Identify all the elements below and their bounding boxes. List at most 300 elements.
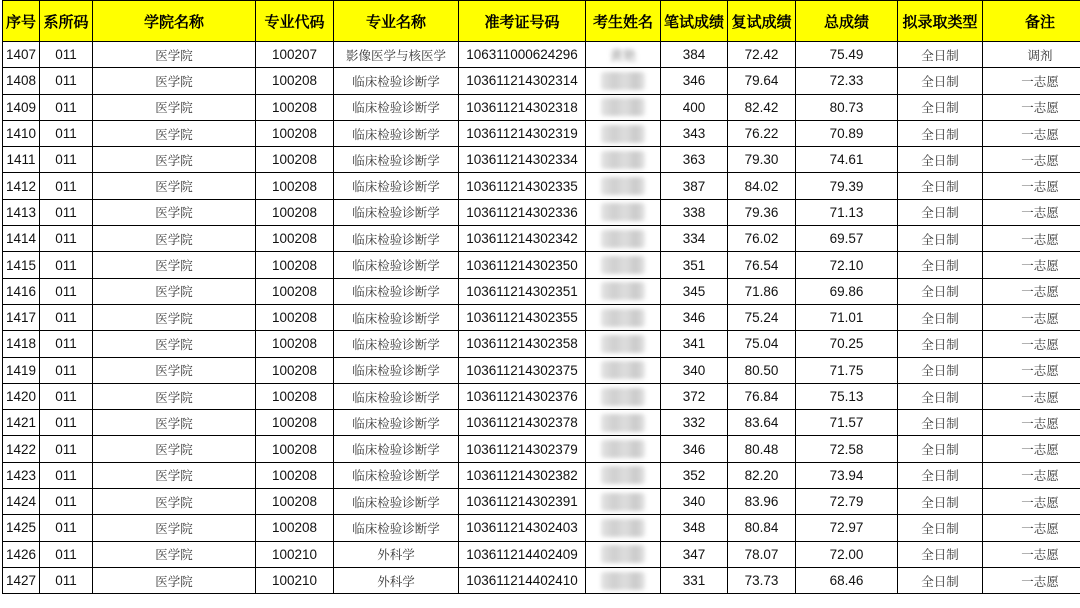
cell-college: 医学院 [93,42,256,68]
redacted-name-blur [601,572,645,590]
cell-college: 医学院 [93,331,256,357]
cell-written: 363 [661,147,728,173]
cell-remark: 一志愿 [983,383,1080,409]
cell-name [586,304,661,330]
cell-type: 全日制 [898,147,983,173]
cell-interview: 76.54 [728,252,796,278]
cell-remark: 一志愿 [983,567,1080,593]
cell-type: 全日制 [898,357,983,383]
cell-seq: 1419 [3,357,40,383]
admission-list [2,0,1080,594]
cell-exam-id: 103611214302382 [459,462,586,488]
cell-type: 全日制 [898,199,983,225]
cell-major-code: 100208 [256,68,334,94]
cell-exam-id: 103611214302403 [459,515,586,541]
cell-dept-code: 011 [40,515,93,541]
cell-remark: 一志愿 [983,304,1080,330]
table-row [3,94,1080,120]
cell-seq: 1409 [3,94,40,120]
cell-interview: 72.42 [728,42,796,68]
cell-total: 74.61 [796,147,898,173]
cell-major: 临床检验诊断学 [334,383,459,409]
cell-major-code: 100208 [256,357,334,383]
redacted-name-blur [601,545,645,563]
table-row [3,42,1080,68]
redacted-name-blur [601,125,645,143]
cell-written: 351 [661,252,728,278]
cell-dept-code: 011 [40,42,93,68]
redacted-name-blur [601,414,645,432]
table-row [3,436,1080,462]
cell-name [586,489,661,515]
table-row [3,567,1080,593]
cell-exam-id: 103611214302334 [459,147,586,173]
cell-major-code: 100207 [256,42,334,68]
redacted-name-blur [601,151,645,169]
table-row [3,252,1080,278]
cell-written: 332 [661,410,728,436]
cell-college: 医学院 [93,94,256,120]
cell-written: 352 [661,462,728,488]
cell-major: 临床检验诊断学 [334,120,459,146]
cell-type: 全日制 [898,252,983,278]
cell-written: 340 [661,357,728,383]
cell-major: 临床检验诊断学 [334,304,459,330]
cell-written: 340 [661,489,728,515]
cell-college: 医学院 [93,278,256,304]
cell-written: 346 [661,436,728,462]
cell-remark: 一志愿 [983,147,1080,173]
cell-remark: 一志愿 [983,199,1080,225]
cell-interview: 73.73 [728,567,796,593]
table-row [3,226,1080,252]
table-row [3,462,1080,488]
redacted-name-blur [601,388,645,406]
cell-seq: 1417 [3,304,40,330]
cell-seq: 1426 [3,541,40,567]
cell-total: 72.97 [796,515,898,541]
header-interview: 复试成绩 [728,1,796,42]
cell-interview: 80.48 [728,436,796,462]
redacted-name-blur [601,282,645,300]
cell-remark: 一志愿 [983,173,1080,199]
cell-written: 331 [661,567,728,593]
cell-college: 医学院 [93,252,256,278]
cell-interview: 71.86 [728,278,796,304]
cell-interview: 79.30 [728,147,796,173]
cell-college: 医学院 [93,410,256,436]
cell-type: 全日制 [898,410,983,436]
cell-major: 临床检验诊断学 [334,278,459,304]
table-row [3,120,1080,146]
cell-seq: 1421 [3,410,40,436]
cell-interview: 75.04 [728,331,796,357]
cell-remark: 调剂 [983,42,1080,68]
cell-total: 72.58 [796,436,898,462]
cell-written: 372 [661,383,728,409]
header-name: 考生姓名 [586,1,661,42]
cell-interview: 76.02 [728,226,796,252]
cell-major: 临床检验诊断学 [334,199,459,225]
cell-major: 临床检验诊断学 [334,436,459,462]
cell-major-code: 100208 [256,331,334,357]
cell-written: 343 [661,120,728,146]
cell-major: 临床检验诊断学 [334,252,459,278]
cell-major-code: 100208 [256,173,334,199]
header-dept-code: 系所码 [40,1,93,42]
cell-major: 影像医学与核医学 [334,42,459,68]
cell-total: 71.75 [796,357,898,383]
cell-exam-id: 106311000624296 [459,42,586,68]
cell-college: 医学院 [93,515,256,541]
cell-seq: 1411 [3,147,40,173]
cell-interview: 79.64 [728,68,796,94]
cell-name [586,462,661,488]
cell-remark: 一志愿 [983,278,1080,304]
cell-dept-code: 011 [40,199,93,225]
cell-remark: 一志愿 [983,515,1080,541]
cell-seq: 1422 [3,436,40,462]
table-row [3,331,1080,357]
cell-dept-code: 011 [40,541,93,567]
cell-college: 医学院 [93,541,256,567]
cell-name [586,357,661,383]
cell-exam-id: 103611214302351 [459,278,586,304]
header-written: 笔试成绩 [661,1,728,42]
cell-interview: 76.84 [728,383,796,409]
cell-written: 346 [661,68,728,94]
cell-exam-id: 103611214302318 [459,94,586,120]
cell-seq: 1414 [3,226,40,252]
table-row [3,515,1080,541]
cell-major-code: 100208 [256,120,334,146]
cell-seq: 1418 [3,331,40,357]
header-row [3,1,1080,42]
cell-type: 全日制 [898,304,983,330]
cell-college: 医学院 [93,173,256,199]
cell-total: 69.57 [796,226,898,252]
cell-major-code: 100208 [256,462,334,488]
cell-name [586,120,661,146]
cell-exam-id: 103611214302319 [459,120,586,146]
header-total: 总成绩 [796,1,898,42]
cell-interview: 83.96 [728,489,796,515]
cell-remark: 一志愿 [983,252,1080,278]
cell-exam-id: 103611214302379 [459,436,586,462]
table-row [3,383,1080,409]
table-row [3,410,1080,436]
cell-exam-id: 103611214302375 [459,357,586,383]
cell-major: 临床检验诊断学 [334,462,459,488]
cell-written: 384 [661,42,728,68]
cell-major: 临床检验诊断学 [334,173,459,199]
cell-college: 医学院 [93,147,256,173]
cell-seq: 1416 [3,278,40,304]
cell-seq: 1407 [3,42,40,68]
cell-college: 医学院 [93,462,256,488]
cell-name [586,147,661,173]
cell-seq: 1408 [3,68,40,94]
cell-interview: 75.24 [728,304,796,330]
header-remark: 备注 [983,1,1080,42]
cell-major: 临床检验诊断学 [334,331,459,357]
cell-name [586,331,661,357]
table-row [3,304,1080,330]
cell-type: 全日制 [898,489,983,515]
redacted-name-blur [601,466,645,484]
cell-type: 全日制 [898,173,983,199]
cell-name [586,541,661,567]
cell-total: 79.39 [796,173,898,199]
cell-remark: 一志愿 [983,120,1080,146]
admission-table [2,0,1080,594]
header-major-code: 专业代码 [256,1,334,42]
cell-exam-id: 103611214302391 [459,489,586,515]
cell-interview: 82.20 [728,462,796,488]
cell-interview: 84.02 [728,173,796,199]
cell-name [586,68,661,94]
cell-exam-id: 103611214302376 [459,383,586,409]
cell-interview: 79.36 [728,199,796,225]
cell-major: 临床检验诊断学 [334,489,459,515]
cell-dept-code: 011 [40,383,93,409]
cell-total: 68.46 [796,567,898,593]
cell-major-code: 100208 [256,436,334,462]
redacted-name: 黄艳 [609,49,636,65]
cell-total: 72.00 [796,541,898,567]
cell-exam-id: 103611214302358 [459,331,586,357]
cell-remark: 一志愿 [983,462,1080,488]
cell-dept-code: 011 [40,331,93,357]
cell-major-code: 100208 [256,199,334,225]
cell-name [586,173,661,199]
cell-major: 外科学 [334,567,459,593]
cell-type: 全日制 [898,541,983,567]
cell-written: 348 [661,515,728,541]
cell-total: 71.13 [796,199,898,225]
redacted-name-blur [601,203,645,221]
cell-dept-code: 011 [40,147,93,173]
cell-written: 387 [661,173,728,199]
cell-college: 医学院 [93,567,256,593]
cell-name [586,436,661,462]
redacted-name-blur [601,309,645,327]
cell-exam-id: 103611214302342 [459,226,586,252]
cell-seq: 1413 [3,199,40,225]
header-type: 拟录取类型 [898,1,983,42]
table-row [3,541,1080,567]
cell-written: 338 [661,199,728,225]
table-row [3,357,1080,383]
cell-written: 347 [661,541,728,567]
redacted-name-blur [601,361,645,379]
cell-dept-code: 011 [40,68,93,94]
cell-major: 临床检验诊断学 [334,515,459,541]
cell-name [586,278,661,304]
cell-remark: 一志愿 [983,331,1080,357]
cell-name [586,94,661,120]
cell-remark: 一志愿 [983,226,1080,252]
table-row [3,68,1080,94]
cell-name [586,199,661,225]
cell-interview: 83.64 [728,410,796,436]
cell-type: 全日制 [898,278,983,304]
cell-interview: 80.84 [728,515,796,541]
cell-seq: 1427 [3,567,40,593]
cell-total: 71.57 [796,410,898,436]
cell-type: 全日制 [898,383,983,409]
cell-remark: 一志愿 [983,68,1080,94]
cell-interview: 82.42 [728,94,796,120]
redacted-name-blur [601,256,645,274]
cell-written: 334 [661,226,728,252]
redacted-name-blur [601,72,645,90]
cell-exam-id: 103611214302350 [459,252,586,278]
cell-type: 全日制 [898,515,983,541]
table-row [3,147,1080,173]
cell-college: 医学院 [93,199,256,225]
cell-seq: 1410 [3,120,40,146]
cell-major: 临床检验诊断学 [334,226,459,252]
cell-major-code: 100208 [256,304,334,330]
cell-total: 75.13 [796,383,898,409]
cell-written: 341 [661,331,728,357]
cell-interview: 78.07 [728,541,796,567]
cell-written: 345 [661,278,728,304]
cell-dept-code: 011 [40,94,93,120]
cell-total: 75.49 [796,42,898,68]
cell-seq: 1424 [3,489,40,515]
cell-name [586,226,661,252]
cell-exam-id: 103611214402410 [459,567,586,593]
table-row [3,173,1080,199]
cell-exam-id: 103611214302355 [459,304,586,330]
cell-type: 全日制 [898,331,983,357]
cell-type: 全日制 [898,226,983,252]
cell-major-code: 100208 [256,94,334,120]
cell-remark: 一志愿 [983,94,1080,120]
cell-name [586,383,661,409]
cell-dept-code: 011 [40,357,93,383]
cell-dept-code: 011 [40,304,93,330]
cell-exam-id: 103611214302378 [459,410,586,436]
cell-written: 346 [661,304,728,330]
cell-college: 医学院 [93,436,256,462]
cell-seq: 1423 [3,462,40,488]
cell-dept-code: 011 [40,567,93,593]
cell-dept-code: 011 [40,410,93,436]
cell-total: 70.89 [796,120,898,146]
cell-total: 70.25 [796,331,898,357]
cell-total: 71.01 [796,304,898,330]
cell-major: 外科学 [334,541,459,567]
cell-name [586,42,661,68]
cell-exam-id: 103611214302314 [459,68,586,94]
cell-major-code: 100208 [256,278,334,304]
cell-seq: 1420 [3,383,40,409]
redacted-name-blur [601,519,645,537]
cell-type: 全日制 [898,68,983,94]
cell-type: 全日制 [898,462,983,488]
redacted-name-blur [601,177,645,195]
table-row [3,278,1080,304]
cell-major-code: 100208 [256,252,334,278]
cell-major-code: 100208 [256,383,334,409]
cell-dept-code: 011 [40,489,93,515]
cell-college: 医学院 [93,304,256,330]
cell-major-code: 100208 [256,410,334,436]
cell-remark: 一志愿 [983,357,1080,383]
redacted-name-blur [601,335,645,353]
table-row [3,489,1080,515]
cell-name [586,252,661,278]
cell-total: 72.10 [796,252,898,278]
cell-type: 全日制 [898,94,983,120]
cell-written: 400 [661,94,728,120]
cell-dept-code: 011 [40,252,93,278]
cell-name [586,410,661,436]
redacted-name-blur [601,493,645,511]
cell-dept-code: 011 [40,462,93,488]
cell-total: 72.79 [796,489,898,515]
header-exam-id: 准考证号码 [459,1,586,42]
cell-major: 临床检验诊断学 [334,410,459,436]
cell-exam-id: 103611214302335 [459,173,586,199]
cell-dept-code: 011 [40,436,93,462]
cell-remark: 一志愿 [983,541,1080,567]
cell-exam-id: 103611214402409 [459,541,586,567]
cell-type: 全日制 [898,120,983,146]
cell-total: 73.94 [796,462,898,488]
header-seq: 序号 [3,1,40,42]
cell-remark: 一志愿 [983,410,1080,436]
cell-dept-code: 011 [40,226,93,252]
cell-remark: 一志愿 [983,436,1080,462]
redacted-name-blur [601,440,645,458]
cell-dept-code: 011 [40,278,93,304]
cell-type: 全日制 [898,567,983,593]
cell-major: 临床检验诊断学 [334,68,459,94]
cell-interview: 80.50 [728,357,796,383]
cell-major: 临床检验诊断学 [334,357,459,383]
table-row [3,199,1080,225]
cell-seq: 1425 [3,515,40,541]
cell-total: 80.73 [796,94,898,120]
cell-seq: 1415 [3,252,40,278]
cell-college: 医学院 [93,226,256,252]
cell-type: 全日制 [898,42,983,68]
cell-major-code: 100210 [256,541,334,567]
cell-major-code: 100208 [256,489,334,515]
cell-dept-code: 011 [40,120,93,146]
cell-total: 69.86 [796,278,898,304]
cell-total: 72.33 [796,68,898,94]
cell-major-code: 100210 [256,567,334,593]
cell-exam-id: 103611214302336 [459,199,586,225]
cell-college: 医学院 [93,68,256,94]
cell-major-code: 100208 [256,515,334,541]
table-body [3,42,1080,594]
cell-major-code: 100208 [256,147,334,173]
header-major: 专业名称 [334,1,459,42]
cell-major: 临床检验诊断学 [334,147,459,173]
cell-remark: 一志愿 [983,489,1080,515]
cell-college: 医学院 [93,120,256,146]
cell-name [586,567,661,593]
cell-name [586,515,661,541]
cell-major-code: 100208 [256,226,334,252]
cell-college: 医学院 [93,357,256,383]
